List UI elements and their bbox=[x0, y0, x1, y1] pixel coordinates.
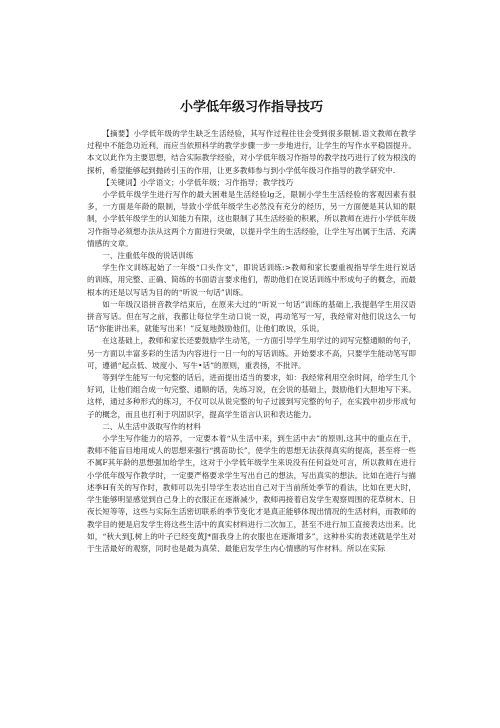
document-title: 小学低年级习作指导技巧 bbox=[179, 100, 323, 115]
body-paragraph: 等到学生能写一句完整的话后，进而提出适当的要求，如：我经常利用空余时间，给学生几个好词，让他们组合成一句完整、通顺的话，先练习说，在会说的基础上，鼓励他们大胆地写下来。这样，通过多种形式的练习，不仅可以从说完整的句子过渡到写完整的句子，在实践中初步形成句子的概念，而且也打利于巩固识字，提高学生语言认识和表达能力。 bbox=[87, 373, 416, 419]
intro-paragraph: 小学低年级学生进行写作的最大困难是生活经验lg乏，限制小学生生活经验的客观因素有很多，一方面是年龄的限制，导致小学低年级学生必然没有充分的经历，另一方面便是其认知的限制，小学低年级学生的认知能力有限，这也限制了其生活经验的积累，所以教师在进行小学低年级习作指导必须想办法从这两个方面进行突破，以提升学生的生活经验，让学生写出属于生活、充满情感的文章。 bbox=[87, 190, 416, 248]
keywords-paragraph: 【关键词】小学语文；小学低年级；习作指导；教学技巧 bbox=[102, 177, 294, 187]
section-heading: 一、注重低年级的说话训练 bbox=[102, 251, 194, 261]
abstract-paragraph: 【摘要】小学低年级的学生缺乏生活经验，其写作过程往往会受到很多限制.语文教师在教学过程中不能急功近利，而应当依照科学的教学步骤一步一步地进行，让学生的写作水平稳固提升。本文以此作为主要思想，结合实际教学经验，对小学低年级习作指导的教学技巧进行了较为根浅的探析，希望能够起到抛砖引玉的作用，让更多教师参与到小学低年级习作指导的教学研究中. bbox=[87, 129, 416, 175]
document-body bbox=[87, 128, 416, 728]
body-paragraph: 学生作文训练起始了一年级“口头作文”，即说话训练:>教师和家长要重视指导学生进行说话的训练，用完整、正确、简练的书面语言要求他们，帮助他们在说话训练中形成句子的概念，而最根本的还是以写话为目的的“听说一句话”训练。 bbox=[87, 263, 416, 297]
section-heading: 二、从生活中汲取写作的材料 bbox=[102, 421, 201, 431]
body-paragraph: 在这基础上，教师和家长还要鼓励学生动笔，一方面引导学生用学过的词写完整通顺的句子，另一方面以丰富多彩的生活为内容进行一日一句的写话训练。开始要求不高，只要学生能动笔写即可，遵循“起点低、坡度小、写牛•话”的原则，重表扬，不批评。 bbox=[87, 336, 416, 370]
body-paragraph: 小学生写作能力的培养，一定要本着“从生活中来，到生活中去”的原则,这其中的重点在于，教师不能盲目地用成人的思想来强行“携苗助长”，使学生的思想无法获得真实的提高，甚至将一些不属F其年龄的思想强加给学生，这对于小学低年级学生来说没有任何益处可言，所以教师在进行小学低年级写作教学时，一定要严格要求学生写出自己的想法，写出真实的想法。比如在进行与描述季H有关的写作时，教师可以先引导学生表达出自己对于当前所处季节的看法，比如在更大时，学生能够明显感觉到自己身上的衣服正在逐渐减少，教师再接着启发学生观察周围的花草树木、日夜长短等等，这些与实际生活密切联系的季节变化才是真正能够体现出情况的生活材料，而教师的教学目的便是启发学生将这些生活中的真实材料进行二次加工，甚至不进行加工直接表达出来。比如，“秋大到J,树上的叶子已经变黄J*面我身上的衣服也在逐渐增多”，这种朴实的表述就是学生对于生活最好的观察，同时也是最为真荣、最能启发学生内心情感的写作材料。所以在实际 bbox=[87, 434, 416, 553]
body-paragraph: 如一年级汉语拼音教学结束后，在原来大过的“听说一句话”训练的基础上,我提倡学生用汉语拼音写话。但在写之前，我都让每位学生动口说一说，再动笔写一写，我经常对他们说这么一句话“你能讲出来，就能写出来！”反复地鼓励他们，让他们敢说，乐说。 bbox=[87, 299, 416, 334]
